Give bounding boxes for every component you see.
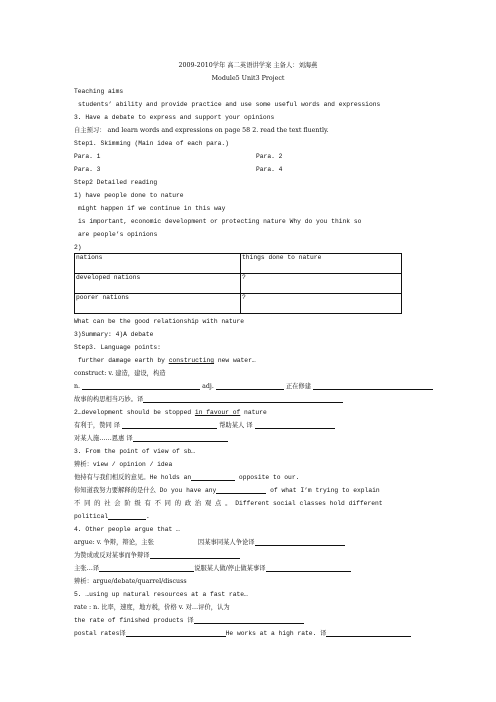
high-rate-text: He works at a high rate. 译 xyxy=(225,630,327,637)
lp3-example-2-end: of what I’m trying to explain xyxy=(270,487,380,494)
step1-heading: Step1. Skimming (Main idea of each para.) xyxy=(74,140,229,147)
favour-line xyxy=(74,422,335,429)
answer-blank xyxy=(133,435,228,442)
favour-text-3: 对某人施……恩惠 译 xyxy=(74,435,133,442)
rate-example-1 xyxy=(74,617,304,624)
table-header-row xyxy=(75,254,402,274)
answer-blank xyxy=(255,422,335,429)
answer-blank xyxy=(216,383,284,390)
relationship-question: What can be the good relationship with nature xyxy=(74,318,245,325)
argue-for-line xyxy=(74,552,240,559)
language-point-2 xyxy=(74,409,267,416)
lp1-text-end: new water… xyxy=(214,357,256,364)
table-header-cell: nations xyxy=(75,254,241,274)
question-1: 1) have people done to nature xyxy=(74,192,184,199)
question-2: 2) xyxy=(74,244,82,251)
answer-blank xyxy=(255,539,345,546)
lp3-example-1 xyxy=(74,474,299,481)
argue-with-text: 因某事同某人争论译 xyxy=(197,539,255,546)
answer-blank xyxy=(143,396,343,403)
lp3-example-2-text: 你知道我努力要解释的是什么 Do you have any xyxy=(74,487,217,494)
lp3-example-3b: political . xyxy=(74,513,150,520)
adj-label: adj. xyxy=(202,383,214,390)
language-point-5: 5. …using up natural resources at a fast rate… xyxy=(74,591,248,598)
argue-for-text: 为赞成或反对某事而争辩译 xyxy=(74,552,150,559)
table-row xyxy=(75,274,402,294)
table-cell: ? xyxy=(241,274,402,294)
answer-blank xyxy=(126,630,226,637)
lp3-example-2 xyxy=(74,487,380,494)
summary-line: 3)Summary: 4)A debate xyxy=(74,331,154,338)
lp2-underlined: in favour of xyxy=(194,409,241,416)
document-header-title: 2009-2010学年 高二英语讲学案 主备人：刘海燕 xyxy=(178,62,318,69)
lp3-example-3: 不 同 的 社 会 阶 级 有 不 同 的 政 治 观 点 。 Different social classes hold different xyxy=(74,500,383,507)
lp3-example-3b-text: political xyxy=(74,513,109,520)
rate-example-2 xyxy=(74,630,411,637)
lp3-analysis: 辨析：view / opinion / idea xyxy=(74,461,173,468)
answer-blank xyxy=(99,565,194,572)
lp2-text: 2…development should be stopped xyxy=(74,409,195,416)
table-row xyxy=(75,294,402,314)
language-point-4: 4. Other people argue that … xyxy=(74,526,180,533)
preview-line: 自主预习： and learn words and expressions on page 58 2. read the text fluently. xyxy=(74,127,329,134)
story-line xyxy=(74,396,343,403)
answer-blank xyxy=(122,422,217,429)
question-1a: might happen if we continue in this way xyxy=(78,205,226,212)
answer-blank xyxy=(266,565,351,572)
table-cell: poorer nations xyxy=(75,294,241,314)
para-1-label: Para. 1 xyxy=(74,153,101,160)
argue-definition: argue: v. 争辩，辩论，主张 xyxy=(74,539,154,546)
story-text: 故事的构思相当巧妙。译 xyxy=(74,396,144,403)
step3-heading: Step3. Language points: xyxy=(74,344,161,351)
argue-into-text: 说服某人做/停止做某事译 xyxy=(194,565,266,572)
step2-heading: Step2 Detailed reading xyxy=(74,179,158,186)
argue-line xyxy=(74,539,345,546)
noun-label: n. xyxy=(74,383,81,390)
lp3-example-1-text: 他持有与我们相反的意见。He holds an xyxy=(74,474,192,481)
argue-into-line xyxy=(74,565,351,572)
answer-blank xyxy=(313,383,433,390)
lp2-text-end: nature xyxy=(240,409,267,416)
favour-text-1: 有利于，赞同 译 xyxy=(74,422,121,429)
answer-blank xyxy=(82,383,200,390)
rate-definition: rate : n. 比率，速度，地方税，价格 v. 对…评价，认为 xyxy=(74,604,230,611)
postal-rates-text: postal rates译 xyxy=(74,630,126,637)
construct-definition: construct: v. 建造，建设，构造 xyxy=(74,370,166,377)
question-1c: are people’s opinions xyxy=(78,231,158,238)
lp4-analysis: 辨析：argue/debate/quarrel/discuss xyxy=(74,578,187,585)
language-point-3: 3. From the point of view of sb… xyxy=(74,448,195,455)
para-4-label: Para. 4 xyxy=(256,166,283,173)
argue-persuade-text: 主张…译 xyxy=(74,565,100,572)
aim-line-1: students’ ability and provide practice and use some useful words and expressions xyxy=(78,101,381,108)
lp1-underlined: constructing xyxy=(168,357,215,364)
construct-forms-line xyxy=(74,383,433,390)
answer-blank xyxy=(150,552,240,559)
table-cell: developed nations xyxy=(75,274,241,294)
answer-blank xyxy=(191,474,235,481)
answer-blank xyxy=(108,513,146,520)
favour-line-2 xyxy=(74,435,228,442)
para-3-label: Para. 3 xyxy=(74,166,101,173)
question-1b: is important, economic development or protecting nature Why do you think so xyxy=(78,218,362,225)
language-point-1 xyxy=(78,357,256,364)
rate-example-1-text: the rate of finished products 译 xyxy=(74,617,194,624)
aim-line-3: 3. Have a debate to express and support your opinions xyxy=(74,114,275,121)
favour-text-2: 帮助某人 译 xyxy=(219,422,253,429)
answer-blank xyxy=(216,487,266,494)
para-2-label: Para. 2 xyxy=(256,153,283,160)
table-header-cell: things done to nature xyxy=(241,254,402,274)
lp1-text: further damage earth by xyxy=(78,357,169,364)
teaching-aims-heading: Teaching aims xyxy=(74,88,124,95)
nations-table xyxy=(74,253,402,314)
document-header-subtitle: Module5 Unit3 Project xyxy=(211,75,285,82)
lp3-example-1-end: opposite to our. xyxy=(238,474,300,481)
table-cell: ? xyxy=(241,294,402,314)
under-construction-label: 正在修建 xyxy=(285,383,312,390)
answer-blank xyxy=(326,630,411,637)
answer-blank xyxy=(194,617,304,624)
